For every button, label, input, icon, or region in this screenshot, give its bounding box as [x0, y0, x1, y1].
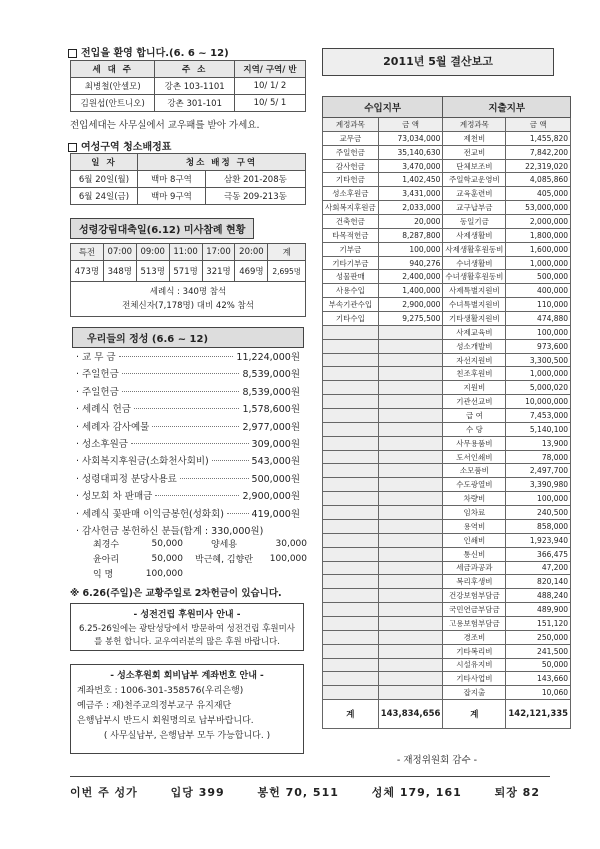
- empty-cell: [323, 547, 379, 561]
- cleaning-table: [70, 153, 306, 205]
- empty-cell: [323, 630, 379, 644]
- income-amount: 73,034,000: [378, 131, 443, 145]
- welcome-header-address: 주 소: [155, 61, 234, 78]
- expense-account: 단체보조비: [443, 159, 506, 173]
- empty-cell: [378, 658, 443, 672]
- table-row: [323, 228, 571, 242]
- table-row: [323, 672, 571, 686]
- welcome-heading: 전입을 환영 합니다.(6. 6 ~ 12): [68, 44, 229, 59]
- expense-account: 수녀특별지원비: [443, 298, 506, 312]
- expense-amount: 2,000,000: [506, 215, 571, 229]
- empty-cell: [323, 325, 379, 339]
- welcome-note: 전입세대는 사무실에서 교우패를 받아 가세요.: [70, 120, 260, 131]
- table-row: [323, 478, 571, 492]
- income-amount: 940,276: [378, 256, 443, 270]
- income-account: 건축헌금: [323, 215, 379, 229]
- table-row: [323, 270, 571, 284]
- expense-amount: 100,000: [506, 325, 571, 339]
- expense-amount: 151,120: [506, 616, 571, 630]
- empty-cell: [378, 395, 443, 409]
- expense-amount: 47,200: [506, 561, 571, 575]
- list-item: · 교 무 금 11,224,000원: [76, 352, 300, 363]
- expense-amount: 10,060: [506, 686, 571, 700]
- list-item: · 세례식 헌금 1,578,600원: [76, 404, 300, 416]
- building-mass-text: 6.25-26일에는 광탄성당에서 방문하여 성전건립 후원미사를 봉헌 합니다. 교우여러분의 많은 후원 바랍니다.: [78, 624, 296, 647]
- list-item: · 세례자 감사예물 2,977,000원: [76, 421, 300, 433]
- offerings-list: [76, 349, 300, 540]
- expense-account: 수도광열비: [443, 478, 506, 492]
- expense-account: 차량비: [443, 492, 506, 506]
- expense-account: 기타사업비: [443, 672, 506, 686]
- square-bullet-icon: [68, 143, 77, 152]
- expense-account: 사무용품비: [443, 436, 506, 450]
- empty-cell: [323, 436, 379, 450]
- income-account: 성물판매: [323, 270, 379, 284]
- empty-cell: [323, 658, 379, 672]
- table-row: [323, 298, 571, 312]
- table-row: 6월 20일(월) 백마 8구역 삼환 201-208동: [71, 171, 306, 188]
- table-row: [323, 561, 571, 575]
- income-account: 사용수입: [323, 284, 379, 298]
- table-row: [323, 492, 571, 506]
- income-amount: 1,400,000: [378, 284, 443, 298]
- empty-cell: [378, 339, 443, 353]
- empty-cell: [323, 603, 379, 617]
- expense-account: 세금과공과: [443, 561, 506, 575]
- table-row: [323, 131, 571, 145]
- expense-amount: 53,000,000: [506, 201, 571, 215]
- expense-account: 교육훈련비: [443, 187, 506, 201]
- empty-cell: [378, 422, 443, 436]
- cleaning-header-area: 청소 배정 구역: [138, 154, 306, 171]
- expense-account: 교구납부금: [443, 201, 506, 215]
- expense-account: 제천비: [443, 131, 506, 145]
- expense-amount: 240,500: [506, 506, 571, 520]
- expense-amount: 50,000: [506, 658, 571, 672]
- expense-amount: 3,300,500: [506, 353, 571, 367]
- second-collection-note: ※ 6.26(주일)은 교황주일로 2차헌금이 있습니다.: [70, 588, 282, 599]
- welcome-table: [70, 60, 306, 112]
- income-account: 기타기부금: [323, 256, 379, 270]
- empty-cell: [378, 367, 443, 381]
- table-row: [323, 339, 571, 353]
- table-row: [323, 422, 571, 436]
- table-row: [323, 159, 571, 173]
- table-row: [323, 630, 571, 644]
- expense-amount: 5,000,020: [506, 381, 571, 395]
- empty-cell: [378, 353, 443, 367]
- empty-cell: [323, 686, 379, 700]
- expense-amount: 400,000: [506, 284, 571, 298]
- table-row: [323, 589, 571, 603]
- expense-amount: 100,000: [506, 492, 571, 506]
- table-row: [323, 173, 571, 187]
- empty-cell: [378, 630, 443, 644]
- expense-account: 사제특별지원비: [443, 284, 506, 298]
- table-row: [323, 145, 571, 159]
- table-row: [323, 547, 571, 561]
- expense-account: 인쇄비: [443, 533, 506, 547]
- table-row: [323, 533, 571, 547]
- empty-cell: [378, 381, 443, 395]
- empty-cell: [378, 519, 443, 533]
- expense-account: 경조비: [443, 630, 506, 644]
- empty-cell: [378, 436, 443, 450]
- expense-total-label: 계: [443, 700, 506, 729]
- empty-cell: [378, 686, 443, 700]
- empty-cell: [378, 492, 443, 506]
- empty-cell: [323, 395, 379, 409]
- empty-cell: [323, 672, 379, 686]
- empty-cell: [378, 603, 443, 617]
- expense-amount: 2,497,700: [506, 464, 571, 478]
- expense-account: 수녀생활비: [443, 256, 506, 270]
- list-item: · 성령대피정 분당사용료 500,000원: [76, 473, 300, 485]
- report-table: 수입지부 지출지부 계정과목 금 액 계정과목 금 액 교무금 73,034,000 제천비 1,455,820 주일헌금 35,140,630 전교비 7,842,200 감사헌금 3,470,000 단체보조비 22,319,020 기타헌금 1,402,450 주일학교운영비 4,085,860 성소후원금 3,431,000 교육훈련비 405,000 사회복지후원금 2,033,000 교구납부금 53,000,000 건축헌금 20,000 동일기금 2,000,000 타목적헌금 8,287,800 사제생활비 1,800,000 기부금 100,000 사제생활후원동비 1,600,000 기타기부금 940,276 수녀생활비 1,000,000 성물판매 2,400,000 수녀생활후원동비 500,000 사용수입 1,400,000 사제특별지원비 400,000 부속기관수입 2,900,000 수녀특별지원비 110,000 기타수입 9,275,500 기타생활지원비 474,880 사제교육비 100,000 성소개발비 973,600 자선지원비 3,300,500 친조후원비 1,000,000 지원비 5,000,020 기관선교비 10,000,000 급 여 7,453,000 수 당 5,140,100 사무용품비 13,900 도서인쇄비 78,000 소모품비 2,497,700 수도광열비 3,390,980 차량비 100,000 임차료 240,500 용역비 858,000 인쇄비 1,923,940 통신비 366,475 세금과공과 47,200 복리후생비 820,140 건강보험부담금 488,240 국민연금부담금 489,900 고용보험부담금 151,120 경조비 250,000 기타복리비 241,500 시설유지비 50,000 기타사업비 143,660 잡지출 10,060 계 143,834,656 계 142,121,335: [322, 96, 571, 729]
- expense-account: 기타생활지원비: [443, 312, 506, 326]
- expense-amount: 10,000,000: [506, 395, 571, 409]
- cleaning-header-date: 일 자: [71, 154, 138, 171]
- empty-cell: [378, 450, 443, 464]
- table-row: [323, 395, 571, 409]
- expense-amount: 405,000: [506, 187, 571, 201]
- empty-cell: [323, 561, 379, 575]
- footer-hymns: 이번 주 성가 입당 399 봉헌 70, 511 성체 179, 161 퇴장 82: [70, 786, 540, 799]
- building-mass-box: [70, 603, 304, 651]
- expense-account: 소모품비: [443, 464, 506, 478]
- expense-account: 급 여: [443, 409, 506, 423]
- empty-cell: [378, 533, 443, 547]
- expense-account: 고용보험부담금: [443, 616, 506, 630]
- table-row: [323, 450, 571, 464]
- table-row: 최경수 50,000 양세용 30,000: [93, 538, 307, 550]
- table-row: [323, 381, 571, 395]
- expense-account: 국민연금부담금: [443, 603, 506, 617]
- table-row: [323, 325, 571, 339]
- expense-account: 기타복리비: [443, 644, 506, 658]
- income-amount: 2,900,000: [378, 298, 443, 312]
- expense-account: 전교비: [443, 145, 506, 159]
- table-row: [323, 353, 571, 367]
- table-row: 6월 24일(금) 백마 9구역 극동 209-213동: [71, 188, 306, 205]
- welcome-header-head: 세 대 주: [71, 61, 155, 78]
- account-note: 은행납부시 반드시 회원명의로 납부바랍니다.: [77, 716, 254, 726]
- expense-account: 수녀생활후원동비: [443, 270, 506, 284]
- expense-amount: 143,660: [506, 672, 571, 686]
- table-row: [323, 312, 571, 326]
- expense-amount: 1,600,000: [506, 242, 571, 256]
- expense-amount: 110,000: [506, 298, 571, 312]
- empty-cell: [323, 519, 379, 533]
- list-item: · 사회복지후원금(소화천사회비) 543,000원: [76, 456, 300, 468]
- expense-amount: 973,600: [506, 339, 571, 353]
- expense-account: 임차료: [443, 506, 506, 520]
- table-row: 473명 348명 513명 571명 321명 469명 2,695명: [71, 261, 306, 282]
- expense-amount: 5,140,100: [506, 422, 571, 436]
- expense-account: 성소개발비: [443, 339, 506, 353]
- table-row: [323, 242, 571, 256]
- empty-cell: [323, 409, 379, 423]
- income-amount: 3,431,000: [378, 187, 443, 201]
- offerings-heading: 우리들의 정성 (6.6 ~ 12): [72, 327, 304, 348]
- expense-account: 잡지출: [443, 686, 506, 700]
- income-amount: 2,033,000: [378, 201, 443, 215]
- empty-cell: [378, 409, 443, 423]
- empty-cell: [323, 464, 379, 478]
- income-account: 성소후원금: [323, 187, 379, 201]
- expense-account: 기관선교비: [443, 395, 506, 409]
- expense-account: 자선지원비: [443, 353, 506, 367]
- expense-amount: 13,900: [506, 436, 571, 450]
- income-amount: 35,140,630: [378, 145, 443, 159]
- empty-cell: [323, 492, 379, 506]
- income-account: 기부금: [323, 242, 379, 256]
- income-amount: 9,275,500: [378, 312, 443, 326]
- table-row: [323, 603, 571, 617]
- expense-account: 사제교육비: [443, 325, 506, 339]
- expense-amount: 250,000: [506, 630, 571, 644]
- table-row: [323, 436, 571, 450]
- income-header: 수입지부: [323, 97, 443, 118]
- income-amount: 2,400,000: [378, 270, 443, 284]
- income-amount: 20,000: [378, 215, 443, 229]
- report-title: 2011년 5월 결산보고: [322, 48, 554, 76]
- expense-header: 지출지부: [443, 97, 571, 118]
- empty-cell: [378, 672, 443, 686]
- auditor-note: - 재정위원회 감수 -: [396, 755, 478, 766]
- empty-cell: [323, 644, 379, 658]
- income-amount: 1,402,450: [378, 173, 443, 187]
- expense-amount: 1,000,000: [506, 367, 571, 381]
- income-account: 교무금: [323, 131, 379, 145]
- empty-cell: [323, 450, 379, 464]
- expense-amount: 1,923,940: [506, 533, 571, 547]
- empty-cell: [378, 616, 443, 630]
- welcome-header-region: 지역/ 구역/ 반: [234, 61, 305, 78]
- expense-account: 용역비: [443, 519, 506, 533]
- expense-amount: 858,000: [506, 519, 571, 533]
- mass-note-ratio: 전체신자(7,178명) 대비 42% 참석: [122, 301, 254, 311]
- expense-amount: 820,140: [506, 575, 571, 589]
- account-info-title: - 성소후원회 회비납부 계좌번호 안내 -: [110, 671, 264, 681]
- empty-cell: [323, 506, 379, 520]
- expense-account: 도서인쇄비: [443, 450, 506, 464]
- table-row: 윤아리 50,000 박근혜, 김향란 100,000: [93, 553, 307, 565]
- donor-table: [92, 536, 308, 581]
- expense-amount: 489,900: [506, 603, 571, 617]
- table-row: 최병철(안셀모) 강촌 103-1101 10/ 1/ 2: [71, 78, 306, 95]
- empty-cell: [378, 644, 443, 658]
- account-number: 계좌번호 : 1006-301-358576(우리은행): [77, 686, 244, 696]
- empty-cell: [323, 422, 379, 436]
- expense-amount: 500,000: [506, 270, 571, 284]
- expense-account: 복리후생비: [443, 575, 506, 589]
- table-row: [323, 519, 571, 533]
- empty-cell: [323, 353, 379, 367]
- empty-cell: [378, 506, 443, 520]
- empty-cell: [323, 533, 379, 547]
- empty-cell: [323, 616, 379, 630]
- income-account: 기타헌금: [323, 173, 379, 187]
- account-holder: 예금주 : 재)천주교의정부교구 유지재단: [77, 701, 232, 711]
- income-account: 감사헌금: [323, 159, 379, 173]
- expense-amount: 7,842,200: [506, 145, 571, 159]
- income-total: 143,834,656: [378, 700, 443, 729]
- list-item: · 성모회 차 판매금 2,900,000원: [76, 491, 300, 503]
- income-total-label: 계: [323, 700, 379, 729]
- expense-amount: 241,500: [506, 644, 571, 658]
- expense-account: 지원비: [443, 381, 506, 395]
- empty-cell: [378, 478, 443, 492]
- thanks-heading: · 감사헌금 봉헌하신 분들(합계 : 330,000원): [76, 525, 264, 537]
- expense-account: 친조후원비: [443, 367, 506, 381]
- expense-total: 142,121,335: [506, 700, 571, 729]
- empty-cell: [323, 575, 379, 589]
- income-amount: 8,287,800: [378, 228, 443, 242]
- empty-cell: [323, 339, 379, 353]
- income-amount: 100,000: [378, 242, 443, 256]
- table-row: [323, 506, 571, 520]
- income-account: 주일헌금: [323, 145, 379, 159]
- table-row: 김원섭(안트니오) 강촌 301-101 10/ 5/ 1: [71, 95, 306, 112]
- expense-account: 주일학교운영비: [443, 173, 506, 187]
- expense-amount: 474,880: [506, 312, 571, 326]
- table-row: [323, 256, 571, 270]
- income-account: 기타수입: [323, 312, 379, 326]
- cleaning-heading: 여성구역 청소배정표: [68, 138, 171, 153]
- empty-cell: [323, 367, 379, 381]
- expense-amount: 1,455,820: [506, 131, 571, 145]
- mass-note-baptism: 세례식 : 340명 참석: [149, 287, 227, 297]
- empty-cell: [378, 464, 443, 478]
- mass-attendance-table: 특전 07:00 09:00 11:00 17:00 20:00 계 473명 348명 513명 571명 321명 469명 2,695명 세례식 : 340명 참석 전체신자(7,178명) 대비 42% 참석: [70, 243, 306, 317]
- table-row: [323, 686, 571, 700]
- list-item: · 세례식 꽃판매 이익금봉헌(성화회) 419,000원: [76, 508, 300, 520]
- empty-cell: [323, 478, 379, 492]
- income-amount: 3,470,000: [378, 159, 443, 173]
- list-item: · 주일헌금 8,539,000원: [76, 369, 300, 381]
- empty-cell: [378, 547, 443, 561]
- table-row: [323, 464, 571, 478]
- empty-cell: [323, 381, 379, 395]
- expense-account: 시설유지비: [443, 658, 506, 672]
- expense-amount: 7,453,000: [506, 409, 571, 423]
- expense-amount: 22,319,020: [506, 159, 571, 173]
- list-item: · 성소후원금 309,000원: [76, 438, 300, 450]
- expense-amount: 1,800,000: [506, 228, 571, 242]
- table-row: [323, 201, 571, 215]
- table-row: [323, 644, 571, 658]
- expense-account: 사제생활후원동비: [443, 242, 506, 256]
- building-mass-title: - 성전건립 후원미사 안내 -: [133, 610, 241, 620]
- empty-cell: [378, 589, 443, 603]
- income-account: 부속기관수입: [323, 298, 379, 312]
- expense-account: 수 당: [443, 422, 506, 436]
- square-bullet-icon: [68, 49, 77, 58]
- empty-cell: [378, 325, 443, 339]
- expense-account: 건강보험부담금: [443, 589, 506, 603]
- expense-amount: 78,000: [506, 450, 571, 464]
- account-info-box: [70, 664, 304, 754]
- expense-account: 통신비: [443, 547, 506, 561]
- report-body: [323, 131, 571, 728]
- empty-cell: [378, 575, 443, 589]
- empty-cell: [378, 561, 443, 575]
- empty-cell: [323, 589, 379, 603]
- table-row: [323, 658, 571, 672]
- expense-amount: 4,085,860: [506, 173, 571, 187]
- income-account: 사회복지후원금: [323, 201, 379, 215]
- expense-amount: 488,240: [506, 589, 571, 603]
- mass-attendance-heading: 성령강림대축일(6.12) 미사참례 현황: [70, 218, 254, 239]
- table-row: [323, 616, 571, 630]
- table-row: [323, 367, 571, 381]
- table-row: [323, 284, 571, 298]
- total-row: [323, 700, 571, 729]
- list-item: · 주일헌금 8,539,000원: [76, 386, 300, 398]
- table-row: [323, 187, 571, 201]
- table-row: [323, 215, 571, 229]
- expense-account: 동일기금: [443, 215, 506, 229]
- table-row: [323, 575, 571, 589]
- expense-amount: 366,475: [506, 547, 571, 561]
- table-row: [323, 409, 571, 423]
- account-note-2: ( 사무실납부, 은행납부 모두 가능합니다. ): [103, 731, 271, 741]
- income-account: 타목적헌금: [323, 228, 379, 242]
- expense-account: 사제생활비: [443, 228, 506, 242]
- expense-amount: 1,000,000: [506, 256, 571, 270]
- table-row: 익 명 100,000: [93, 568, 183, 580]
- expense-amount: 3,390,980: [506, 478, 571, 492]
